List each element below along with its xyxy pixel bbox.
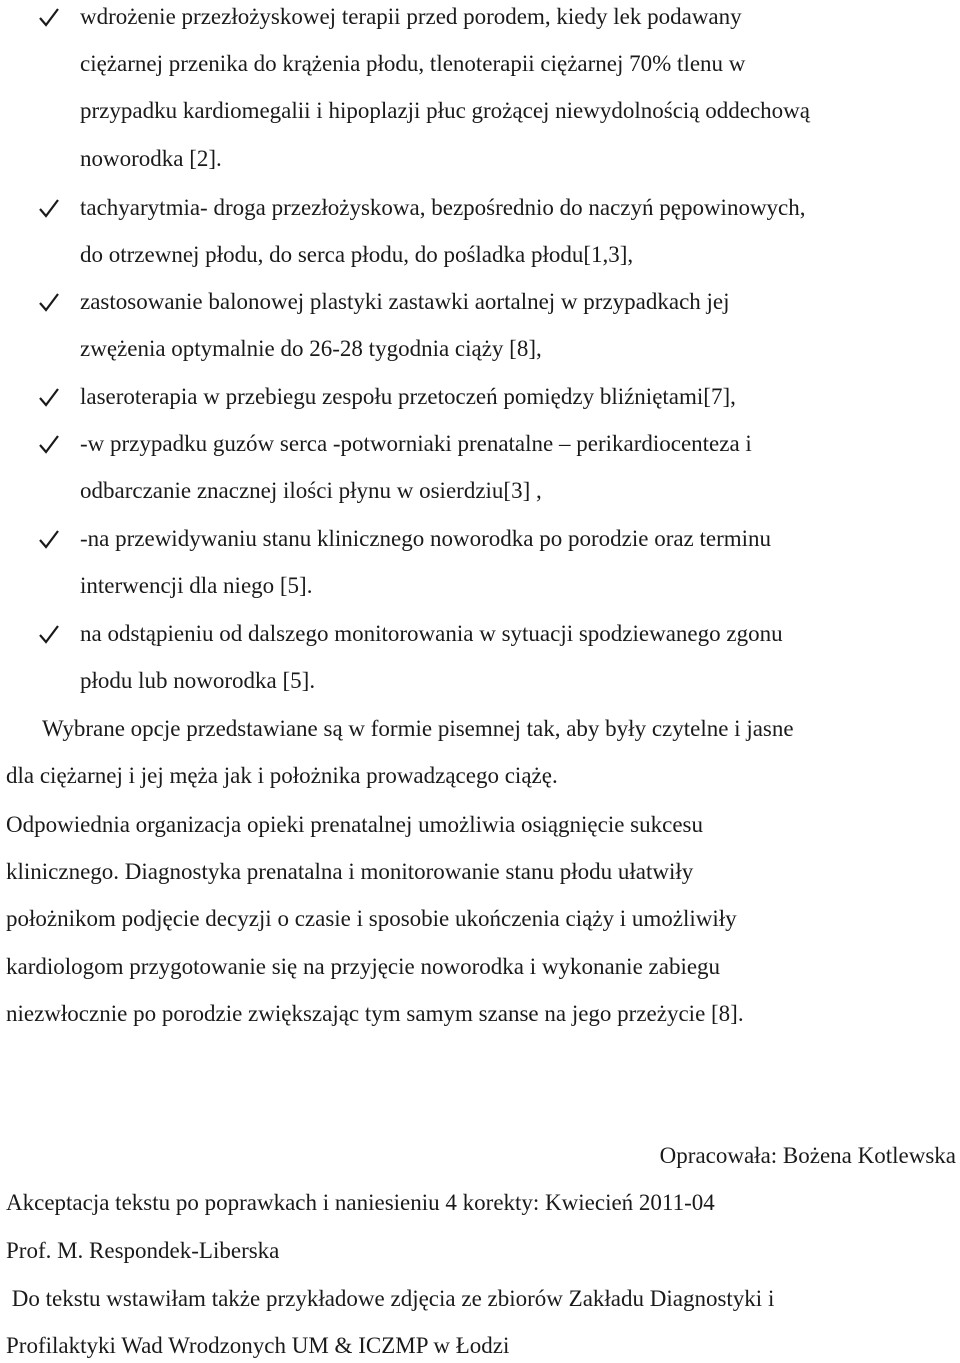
list-item-line: przypadku kardiomegalii i hipoplazji płuc grożącej niewydolnością oddechową [80, 98, 811, 124]
note-line: Profilaktyki Wad Wrodzonych UM & ICZMP w Łodzi [6, 1333, 510, 1358]
paragraph-line: Odpowiednia organizacja opieki prenatalnej umożliwia osiągnięcie sukcesu [6, 812, 703, 837]
list-item [0, 610, 960, 704]
paragraph-organization [6, 801, 956, 1037]
checkmark-icon [38, 386, 60, 408]
list-item-line: noworodka [2]. [80, 145, 222, 171]
list-item-line: zastosowanie balonowej plastyki zastawki aortalnej w przypadkach jej [80, 289, 730, 314]
author-line: Opracowała: Bożena Kotlewska [659, 1143, 956, 1168]
list-item-line: wdrożenie przezłożyskowej terapii przed porodem, kiedy lek podawany [80, 4, 742, 29]
list-item-line: tachyarytmia- droga przezłożyskowa, bezpośrednio do naczyń pępowinowych, [80, 195, 806, 220]
list-item-line: laseroterapia w przebiegu zespołu przetoczeń pomiędzy bliźniętami[7], [80, 384, 736, 409]
acceptance-line: Akceptacja tekstu po poprawkach i naniesieniu 4 korekty: Kwiecień 2011-04 [6, 1190, 715, 1215]
list-item-line: zwężenia optymalnie do 26-28 tygodnia ciąży [8], [80, 336, 542, 362]
paragraph-line: Wybrane opcje przedstawiane są w formie pisemnej tak, aby były czytelne i jasne [42, 716, 794, 741]
checkmark-icon [38, 291, 60, 313]
reviewer-line: Prof. M. Respondek-Liberska [6, 1238, 280, 1263]
list-item [0, 278, 960, 372]
paragraph-line: położnikom podjęcie decyzji o czasie i sposobie ukończenia ciąży i umożliwiły [6, 906, 737, 932]
list-item-line: -w przypadku guzów serca -potworniaki prenatalne – perikardiocenteza i [80, 431, 752, 456]
list-item-line: ciężarnej przenika do krążenia płodu, tlenoterapii ciężarnej 70% tlenu w [80, 51, 746, 77]
list-item-line: do otrzewnej płodu, do serca płodu, do pośladka płodu[1,3], [80, 242, 634, 268]
paragraph-line: kardiologom przygotowanie się na przyjęcie noworodka i wykonanie zabiegu [6, 953, 721, 979]
paragraph-line: klinicznego. Diagnostyka prenatalna i monitorowanie stanu płodu ułatwiły [6, 859, 694, 885]
checkmark-icon [38, 433, 60, 455]
list-item [0, 184, 960, 278]
list-item-line: interwencji dla niego [5]. [80, 573, 313, 599]
checkmark-icon [38, 623, 60, 645]
list-item-line: -na przewidywaniu stanu klinicznego noworodka po porodzie oraz terminu [80, 526, 772, 551]
paragraph-line: dla ciężarnej i jej męża jak i położnika prowadzącego ciążę. [6, 763, 558, 789]
note-line: Do tekstu wstawiłam także przykładowe zdjęcia ze zbiorów Zakładu Diagnostyki i [6, 1286, 775, 1311]
list-item-line: na odstąpieniu od dalszego monitorowania w sytuacji spodziewanego zgonu [80, 621, 783, 646]
checkmark-icon [38, 528, 60, 550]
list-item [0, 515, 960, 609]
paragraph-line: niezwłocznie po porodzie zwiększając tym samym szanse na jego przeżycie [8]. [6, 1000, 744, 1026]
list-item-line: płodu lub noworodka [5]. [80, 668, 316, 694]
checkmark-icon [38, 197, 60, 219]
list-item [0, 0, 960, 182]
checkmark-icon [38, 6, 60, 28]
paragraph-options [6, 705, 956, 799]
list-item [0, 373, 960, 420]
list-item [0, 420, 960, 514]
list-item-line: odbarczanie znacznej ilości płynu w osierdziu[3] , [80, 478, 542, 504]
